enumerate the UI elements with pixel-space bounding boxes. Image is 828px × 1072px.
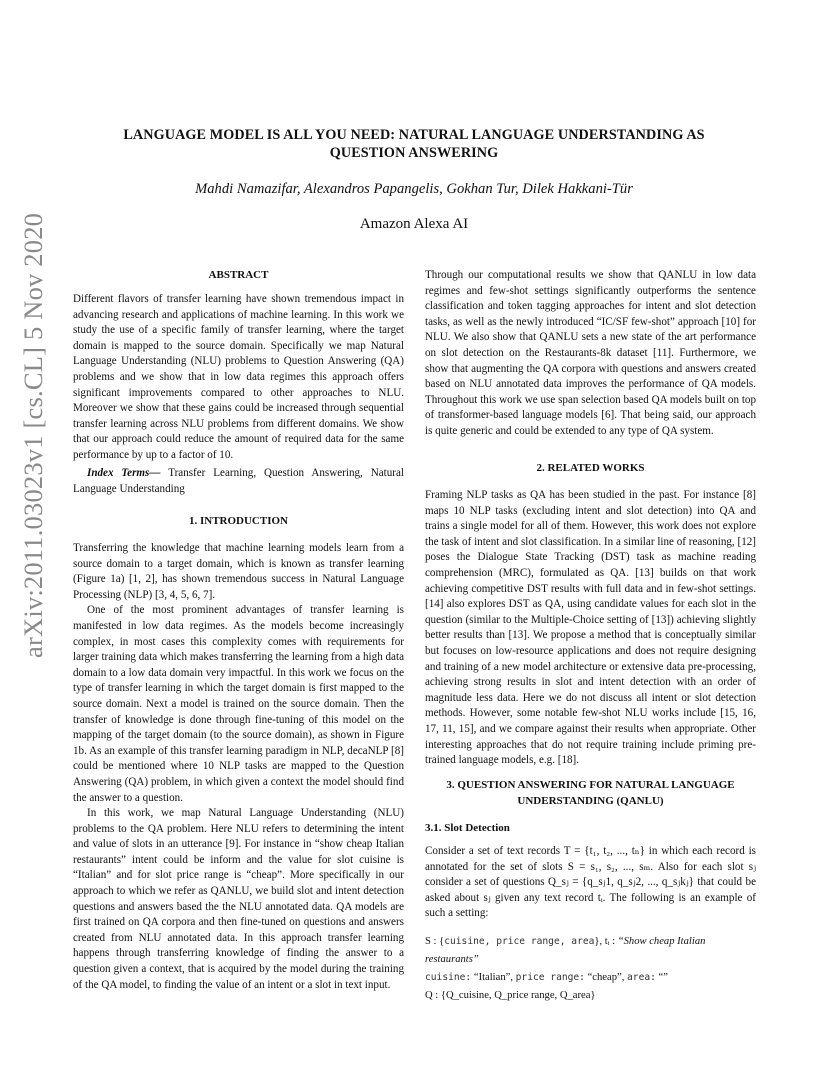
qanlu-heading-line-2: UNDERSTANDING (QANLU) bbox=[517, 794, 664, 807]
qanlu-heading bbox=[425, 778, 756, 809]
slot-example-s-prefix: S : { bbox=[425, 936, 445, 947]
index-terms-label: Index Terms— bbox=[87, 467, 161, 479]
slot-detection-paragraph: Consider a set of text records T = {t₁, t₂, ..., tₙ} in which each record is annotated for the set of slots S = s₁, s₂, ..., sₘ. Also for each slot sⱼ consider a set of questions Q_sⱼ = {q_sⱼ1, q_sⱼ2, ..., q_sⱼkⱼ} that could be asked about sⱼ given any text record tᵢ. The following is an example of such a setting: bbox=[425, 845, 756, 920]
slot-example-values-line bbox=[425, 969, 756, 987]
abstract-heading bbox=[73, 268, 404, 284]
authors: Mahdi Namazifar, Alexandros Papangelis, Gokhan Tur, Dilek Hakkani-Tür bbox=[195, 181, 633, 197]
index-terms bbox=[73, 466, 404, 497]
abstract-section bbox=[73, 292, 404, 464]
abstract-text: Different flavors of transfer learning have shown tremendous impact in advancing research and applications of machine learning. In this work we study the use of a specific family of transfer learning, where the target domain is mapped to the source domain. Specifically we map Natural Language Understanding (NLU) problems to Question Answering (QA) problems and we show that in low data regimes this approach offers significant improvements compared to other approaches to NLU. Moreover we show that these gains could be increased through sequential transfer learning across NLU problems from different domains. We show that our approach could reduce the amount of required data for the same performance by up to a factor of 10. bbox=[73, 293, 404, 461]
slot-example-cuisine-key: cuisine: bbox=[425, 972, 472, 983]
related-heading-text: 2. RELATED WORKS bbox=[536, 462, 645, 474]
slot-example-cuisine-value: “Italian”, bbox=[471, 972, 516, 983]
intro-heading bbox=[73, 514, 404, 530]
slot-example-utterance: “Show cheap Italian restaurants” bbox=[425, 936, 706, 965]
intro-section bbox=[73, 541, 404, 993]
slot-example-area-value: “” bbox=[655, 972, 668, 983]
related-paragraph: Framing NLP tasks as QA has been studied in the past. For instance [8] maps 10 NLP tasks (excluding intent and slot detection) into QA and trains a single model for all of them. However, this work does not explore the task of intent and slot classification. In a similar line of reasoning, [12] poses the Dialogue State Tracking (DST) task as machine reading comprehension (MRC), formulated as QA. [13] builds on that work achieving competitive DST results with full data and in few-shot settings. [14] also explores DST as QA, using candidate values for each slot in the question (similar to the Multiple-Choice setting of [13]) achieving slightly better results than [13]. We propose a method that is conceptually similar but focuses on low-resource applications and does not require designing and training of a new model architecture or extensive data pre-processing, achieving strong results in slot and intent detection with an order of magnitude less data. Here we do not discuss all intent or slot detection methods. However, some notable few-shot NLU works include [15, 16, 17, 11, 15], and we compare against their results when appropriate. Other interesting approaches that do not require training include priming pre-trained language models, e.g. [18]. bbox=[425, 489, 756, 767]
intro-continued-paragraph: Through our computational results we show that QANLU in low data regimes and few-shot settings significantly outperforms the sentence classification and token tagging approaches for intent and slot detection tasks, as well as the newly introduced “IC/SF few-shot” approach [10] for NLU. We also show that QANLU sets a new state of the art performance on slot detection on the Restaurants-8k dataset [11]. Furthermore, we show that augmenting the QA corpora with questions and answers created based on NLU annotated data improves the performance of QA models. Throughout this work we use span selection based QA models built on top of transformer-based language models [6]. That being said, our approach is quite generic and could be extended to any type of QA system. bbox=[425, 269, 756, 437]
slot-example bbox=[425, 933, 756, 1005]
affiliation: Amazon Alexa AI bbox=[359, 216, 469, 232]
related-heading bbox=[425, 461, 756, 477]
slot-example-price-value: “cheap”, bbox=[584, 972, 628, 983]
slot-detection-subheading bbox=[425, 821, 756, 837]
slot-example-price-key: price range: bbox=[515, 972, 585, 983]
slot-example-s-line bbox=[425, 933, 756, 969]
title-line-1: LANGUAGE MODEL IS ALL YOU NEED: NATURAL LANGUAGE UNDERSTANDING AS bbox=[123, 127, 705, 143]
slot-example-q-line: Q : {Q_cuisine, Q_price range, Q_area} bbox=[425, 990, 596, 1001]
title-line-2: QUESTION ANSWERING bbox=[329, 145, 499, 161]
slot-example-s-slots: cuisine, price range, area bbox=[444, 936, 595, 947]
slot-example-area-key: area: bbox=[627, 972, 656, 983]
slot-detection-subheading-text: 3.1. Slot Detection bbox=[425, 822, 510, 834]
index-terms-text: Transfer Learning, Question Answering, Natural Language Understanding bbox=[73, 467, 404, 495]
slot-example-s-mid: }, tᵢ : bbox=[594, 936, 618, 947]
intro-continued bbox=[425, 268, 756, 440]
arxiv-stamp: arXiv:2011.03023v1 [cs.CL] 5 Nov 2020 bbox=[18, 212, 48, 658]
qanlu-heading-line-1: 3. QUESTION ANSWERING FOR NATURAL LANGUAGE bbox=[446, 779, 735, 791]
intro-paragraph-1: Transferring the knowledge that machine learning models learn from a source domain to a target domain, which is known as transfer learning (Figure 1a) [1, 2], has shown tremendous success in Natural Language Processing (NLP) [3, 4, 5, 6, 7]. bbox=[73, 542, 404, 601]
intro-paragraph-3: In this work, we map Natural Language Understanding (NLU) problems to the QA problem. Here NLU refers to determining the intent and value of slots in an utterance [9]. For instance in “show cheap Italian restaurants” intent could be inform and the value for slot cuisine is “Italian” and for slot price range is “cheap”. More specifically in our approach to which we refer as QANLU, we build slot and intent detection questions and answers based the the NLU annotated data. QA models are first trained on QA corpora and then fine-tuned on questions and answers created from NLU annotated data. In this approach transfer learning happens through transferring knowledge of finding the answer to a question given a context, that is acquired by the model during the training of the QA model, to finding the value of an intent or a slot in text input. bbox=[73, 807, 404, 991]
slot-detection-section bbox=[425, 844, 756, 922]
index-terms-paragraph bbox=[73, 466, 404, 497]
paper-title bbox=[60, 126, 768, 162]
abstract-heading-text: ABSTRACT bbox=[208, 269, 269, 281]
intro-paragraph-2: One of the most prominent advantages of transfer learning is manifested in low data regimes. As the models become increasingly complex, in most cases this complexity comes with requirements for larger training data which makes transferring the learning from a high data domain to a low data domain very impactful. In this work we focus on the type of transfer learning in which the target domain is first mapped to the source domain. Next a model is trained on the source domain. Then the transfer of knowledge is done through fine-tuning of this model on the mapping of the target domain (to the source domain), as shown in Figure 1b. As an example of this transfer learning paradigm in NLP, decaNLP [8] could be mentioned where 10 NLP tasks are mapped to the Question Answering (QA) problem, in which given a context the model should find the answer to a question. bbox=[73, 604, 404, 804]
related-section bbox=[425, 488, 756, 769]
intro-heading-text: 1. INTRODUCTION bbox=[188, 515, 288, 527]
